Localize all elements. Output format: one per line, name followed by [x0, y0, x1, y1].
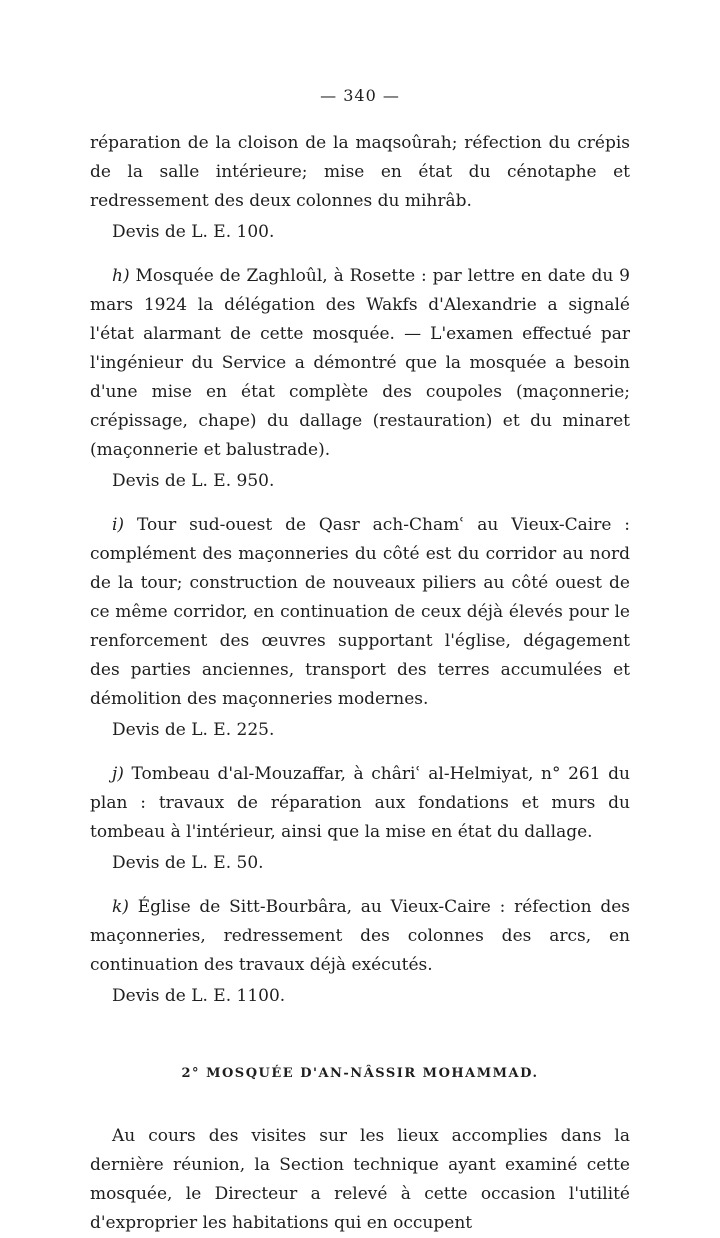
item-text: Tour sud-ouest de Qasr ach-Chamʿ au Vieux-Caire : complément des maçonneries du côté est du corridor au nord de la tour; construction de nouveaux piliers au côté ouest de ce même corridor, en continuation de ceux déjà élevés pour le renforcement des œuvres supportant l'église, dégagement des parties anciennes, transport des terres accumulées et démolition des maçonneries modernes.	[90, 515, 631, 709]
paragraph-final: Au cours des visites sur les lieux accomplies dans la dernière réunion, la Section technique ayant examiné cette mosquée, le Directeur a relevé à cette occasion l'utilité d'exproprier les habitations qui en occupent	[90, 1126, 630, 1233]
page-number: — 340 —	[320, 86, 400, 105]
item-marker: i)	[112, 515, 125, 535]
item-text: Église de Sitt-Bourbâra, au Vieux-Caire : réfection des maçonneries, redressement des colonnes des arcs, en continuation des travaux déjà exécutés.	[90, 897, 630, 975]
devis-line: Devis de L. E. 225.	[112, 720, 275, 740]
paragraph-item-i	[90, 511, 630, 714]
item-marker: k)	[112, 897, 129, 917]
devis-line: Devis de L. E. 950.	[112, 471, 275, 491]
devis-line: Devis de L. E. 1100.	[112, 986, 286, 1006]
item-marker: j)	[112, 764, 124, 784]
document-page	[90, 0, 630, 1238]
section-heading: 2° MOSQUÉE D'AN-NÂSSIR MOHAMMAD.	[181, 1066, 539, 1081]
paragraph-item-j	[90, 760, 630, 847]
item-text: Tombeau d'al-Mouzaffar, à châriʿ al-Helmiyat, n° 261 du plan : travaux de réparation aux fondations et murs du tombeau à l'intérieur, ainsi que la mise en état du dallage.	[90, 764, 630, 842]
paragraph-item-h	[90, 262, 630, 465]
devis-line: Devis de L. E. 100.	[112, 222, 275, 242]
item-marker: h)	[112, 266, 130, 286]
devis-line: Devis de L. E. 50.	[112, 853, 264, 873]
paragraph-item-k	[90, 893, 630, 980]
paragraph-continuation: réparation de la cloison de la maqsoûrah; réfection du crépis de la salle intérieure; mise en état du cénotaphe et redressement des deux colonnes du mihrâb.	[90, 133, 630, 211]
item-text: Mosquée de Zaghloûl, à Rosette : par lettre en date du 9 mars 1924 la délégation des Wakfs d'Alexandrie a signalé l'état alarmant de cette mosquée. — L'examen effectué par l'ingénieur du Service a démontré que la mosquée a besoin d'une mise en état complète des coupoles (maçonnerie; crépissage, chape) du dallage (restauration) et du minaret (maçonnerie et balustrade).	[90, 266, 631, 460]
